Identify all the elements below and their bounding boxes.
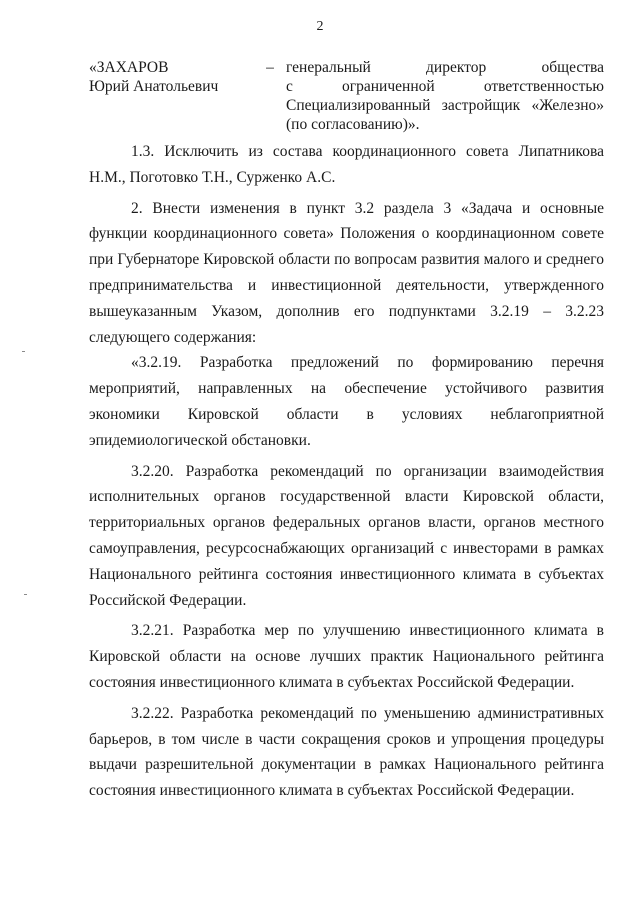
signer-given-names: Юрий Анатольевич — [89, 78, 219, 95]
paragraph-3-2-19: «3.2.19. Разработка предложений по формированию перечня мероприятий, направленных на обеспечение устойчивого развития экономики Кировской области в условиях неблагоприятной эпидемиологической обстановки. — [89, 354, 604, 449]
signer-position — [286, 58, 604, 134]
signer-position-line: Специализированный застройщик «Железно» — [286, 97, 604, 114]
signer-position-line: с ограниченной ответственностью — [286, 78, 604, 95]
signer-block — [89, 58, 604, 133]
signer-position-line: (по согласованию)». — [286, 116, 420, 133]
paragraph-1-3: 1.3. Исключить из состава координационного совета Липатникова Н.М., Поготовко Т.Н., Сурженко А.С. — [89, 143, 604, 186]
page-number: 2 — [316, 19, 324, 34]
signer-surname: «ЗАХАРОВ — [89, 59, 169, 76]
signer-name — [89, 58, 259, 96]
paragraph-3-2-20: 3.2.20. Разработка рекомендаций по организации взаимодействия исполнительных органов государственной власти Кировской области, территориальных органов федеральных органов власти, органов местного самоуправления, ресурсоснабжающих организаций с инвесторами в рамках Национального рейтинга состояния инвестиционного климата в субъектах Российской Федерации. — [89, 462, 604, 609]
paragraph-2: 2. Внести изменения в пункт 3.2 раздела 3 «Задача и основные функции координационного совета» Положения о координационном совете при Губернаторе Кировской области по вопросам развития малого и среднего предпринимательства и инвестиционной деятельности, утвержденного вышеуказанным Указом, дополнив его подпунктами 3.2.19 – 3.2.23 следующего содержания: — [89, 199, 604, 346]
signer-dash: – — [266, 59, 274, 76]
paragraph-3-2-22: 3.2.22. Разработка рекомендаций по уменьшению административных барьеров, в том числе в части сокращения сроков и упрощения процедуры выдачи разрешительной документации в рамках Национального рейтинга состояния инвестиционного климата в субъектах Российской Федерации. — [89, 704, 604, 800]
signer-position-line: генеральный директор общества — [286, 59, 604, 76]
paragraph-3-2-21: 3.2.21. Разработка мер по улучшению инвестиционного климата в Кировской области на основе лучших практик Национального рейтинга состояния инвестиционного климата в субъектах Российской Федерации. — [89, 622, 604, 691]
scan-speck — [24, 594, 27, 595]
scan-speck — [22, 351, 25, 352]
document-body — [89, 139, 604, 804]
